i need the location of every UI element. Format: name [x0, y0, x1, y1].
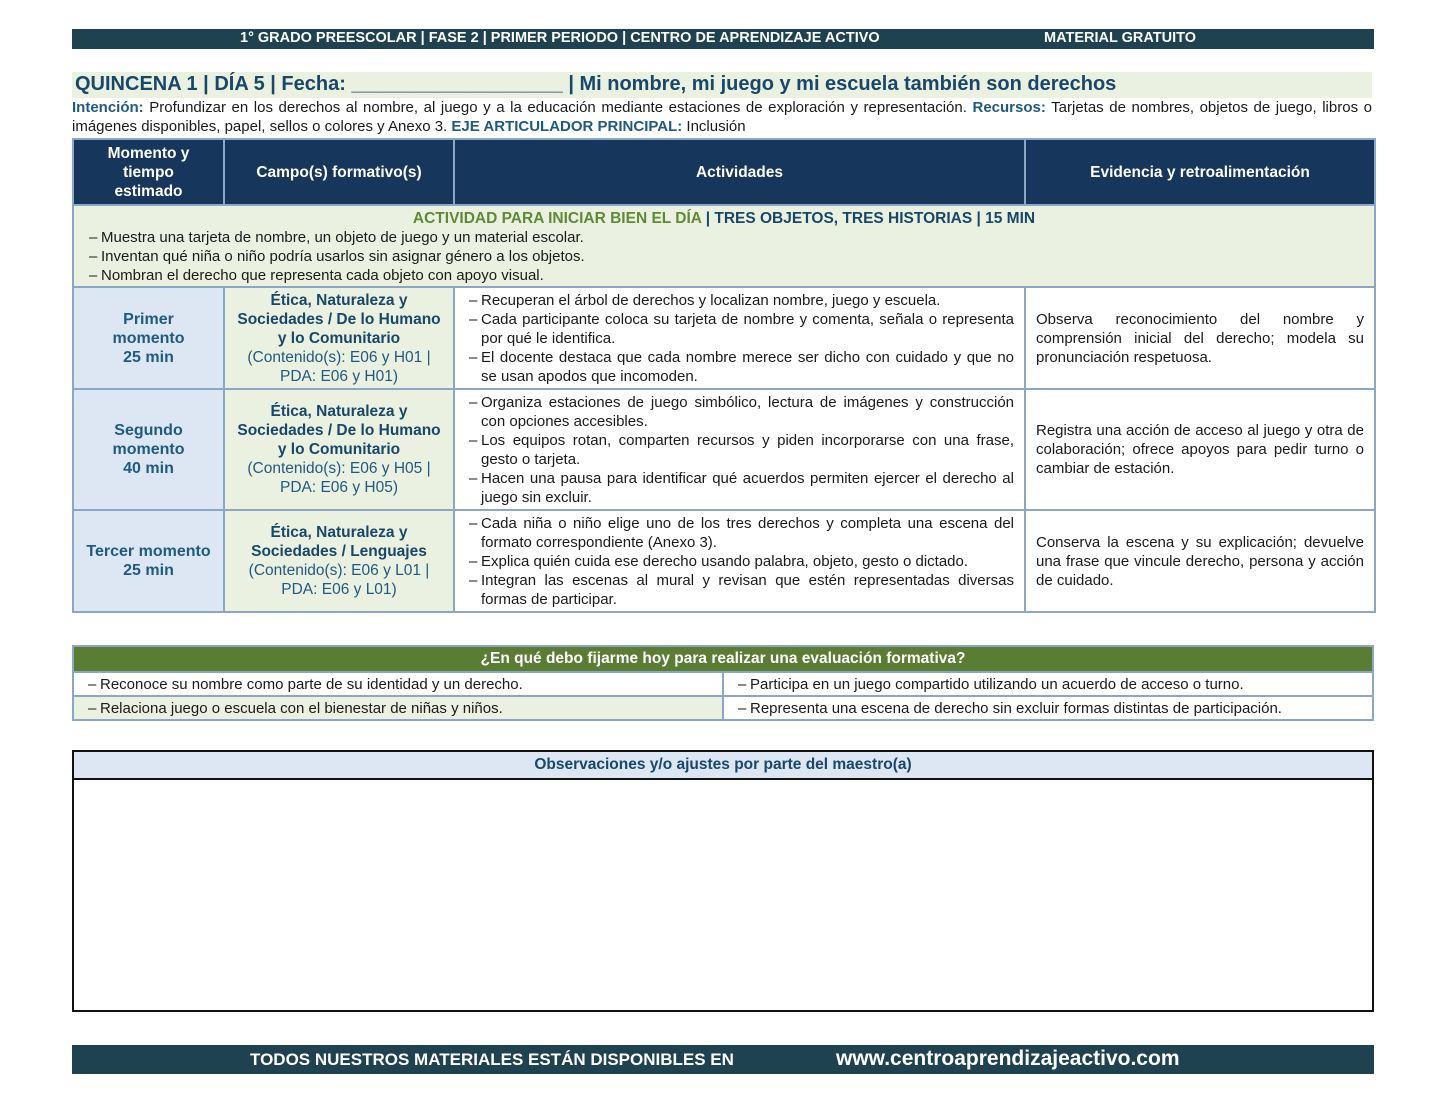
evaluation-item: – Participa en un juego compartido utilizando un acuerdo de acceso o turno.: [723, 672, 1373, 696]
moment-cell: Tercer momento 25 min: [73, 510, 224, 612]
header-info: 1° GRADO PREESCOLAR | FASE 2 | PRIMER PERIODO | CENTRO DE APRENDIZAJE ACTIVO: [240, 30, 880, 46]
axis-label: EJE ARTICULADOR PRINCIPAL:: [451, 118, 683, 135]
list-item: – Inventan qué niña o niño podría usarlos sin asignar género a los objetos.: [89, 247, 1374, 266]
intent-label: Intención:: [72, 99, 144, 116]
moment-cell: Segundo momento 40 min: [73, 389, 224, 510]
header-activities: Actividades: [454, 139, 1025, 205]
title-bar: [72, 72, 1372, 98]
resources-text: Tarjetas de nombres, objetos de juego, libros o imágenes disponibles, papel, sellos o colores y Anexo 3.: [72, 99, 1372, 135]
table-row: [73, 287, 1375, 389]
activities-cell: [454, 510, 1025, 612]
header-campo: Campo(s) formativo(s): [224, 139, 454, 205]
footer-bar: [72, 1045, 1374, 1074]
activities-list: [469, 514, 1014, 609]
warmup-title: ACTIVIDAD PARA INICIAR BIEN EL DÍA | TRES OBJETOS, TRES HISTORIAS | 15 MIN: [412, 210, 1036, 227]
campo-cell: Ética, Naturaleza y Sociedades / Lenguajes (Contenido(s): E06 y L01 | PDA: E06 y L01): [224, 510, 454, 612]
list-item: – Recuperan el árbol de derechos y localizan nombre, juego y escuela.: [469, 291, 1014, 310]
list-item: – Explica quién cuida ese derecho usando palabra, objeto, gesto o dictado.: [469, 552, 1014, 571]
plan-table: [72, 138, 1376, 613]
campo-cell: Ética, Naturaleza y Sociedades / De lo Humano y lo Comunitario (Contenido(s): E06 y H05 | PDA: E06 y H05): [224, 389, 454, 510]
warmup-cell: [73, 205, 1375, 287]
evaluation-header: ¿En qué debo fijarme hoy para realizar una evaluación formativa?: [73, 646, 1373, 672]
list-item: – Cada participante coloca su tarjeta de nombre y comenta, señala o representa por qué le identifica.: [469, 310, 1014, 348]
header-free-material: MATERIAL GRATUITO: [1044, 30, 1196, 46]
header-evidence: Evidencia y retroalimentación: [1025, 139, 1375, 205]
evidence-cell: Observa reconocimiento del nombre y comprensión inicial del derecho; modela su pronunciación respetuosa.: [1025, 287, 1375, 389]
footer-website-link[interactable]: www.centroaprendizajeactivo.com: [836, 1047, 1180, 1070]
moment-cell: Primer momento 25 min: [73, 287, 224, 389]
evaluation-table: [72, 645, 1374, 721]
list-item: – Organiza estaciones de juego simbólico, lectura de imágenes y construcción con opciones accesibles.: [469, 393, 1014, 431]
table-row: [73, 510, 1375, 612]
intent-text: Profundizar en los derechos al nombre, al juego y a la educación mediante estaciones de exploración y representación.: [143, 99, 973, 116]
activities-cell: [454, 287, 1025, 389]
list-item: – Nombran el derecho que representa cada objeto con apoyo visual.: [89, 266, 1374, 285]
evidence-cell: Registra una acción de acceso al juego y otra de colaboración; ofrece apoyos para pedir turno o cambiar de estación.: [1025, 389, 1375, 510]
evaluation-item: – Relaciona juego o escuela con el bienestar de niñas y niños.: [73, 696, 723, 720]
campo-cell: Ética, Naturaleza y Sociedades / De lo Humano y lo Comunitario (Contenido(s): E06 y H01 | PDA: E06 y H01): [224, 287, 454, 389]
intent-paragraph: [72, 98, 1372, 136]
observations-header: Observaciones y/o ajustes por parte del maestro(a): [74, 752, 1372, 780]
evaluation-item: – Reconoce su nombre como parte de su identidad y un derecho.: [73, 672, 723, 696]
table-header-row: [73, 139, 1375, 205]
page-title: QUINCENA 1 | DÍA 5 | Fecha: ___________________ | Mi nombre, mi juego y mi escuela también son derechos: [75, 73, 1117, 95]
list-item: – Cada niña o niño elige uno de los tres derechos y completa una escena del formato correspondiente (Anexo 3).: [469, 514, 1014, 552]
evidence-cell: Conserva la escena y su explicación; devuelve una frase que vincule derecho, persona y acción de cuidado.: [1025, 510, 1375, 612]
warmup-list: [89, 228, 1374, 285]
table-row: [73, 389, 1375, 510]
activities-list: [469, 291, 1014, 386]
observations-box: [72, 750, 1374, 1012]
top-header-bar: [72, 29, 1374, 49]
header-moment: Momento y tiempo estimado: [73, 139, 224, 205]
observations-writing-area[interactable]: [74, 780, 1372, 1008]
activities-list: [469, 393, 1014, 507]
activities-cell: [454, 389, 1025, 510]
axis-text: Inclusión: [682, 118, 746, 135]
resources-label: Recursos:: [972, 99, 1046, 116]
warmup-row: [73, 205, 1375, 287]
list-item: – Integran las escenas al mural y revisan que estén representadas diversas formas de participar.: [469, 571, 1014, 609]
footer-text: TODOS NUESTROS MATERIALES ESTÁN DISPONIBLES EN: [250, 1050, 734, 1069]
list-item: – Los equipos rotan, comparten recursos y piden incorporarse con una frase, gesto o tarjeta.: [469, 431, 1014, 469]
list-item: – Hacen una pausa para identificar qué acuerdos permiten ejercer el derecho al juego sin excluir.: [469, 469, 1014, 507]
evaluation-item: – Representa una escena de derecho sin excluir formas distintas de participación.: [723, 696, 1373, 720]
list-item: – El docente destaca que cada nombre merece ser dicho con cuidado y que no se usan apodos que incomoden.: [469, 348, 1014, 386]
list-item: – Muestra una tarjeta de nombre, un objeto de juego y un material escolar.: [89, 228, 1374, 247]
